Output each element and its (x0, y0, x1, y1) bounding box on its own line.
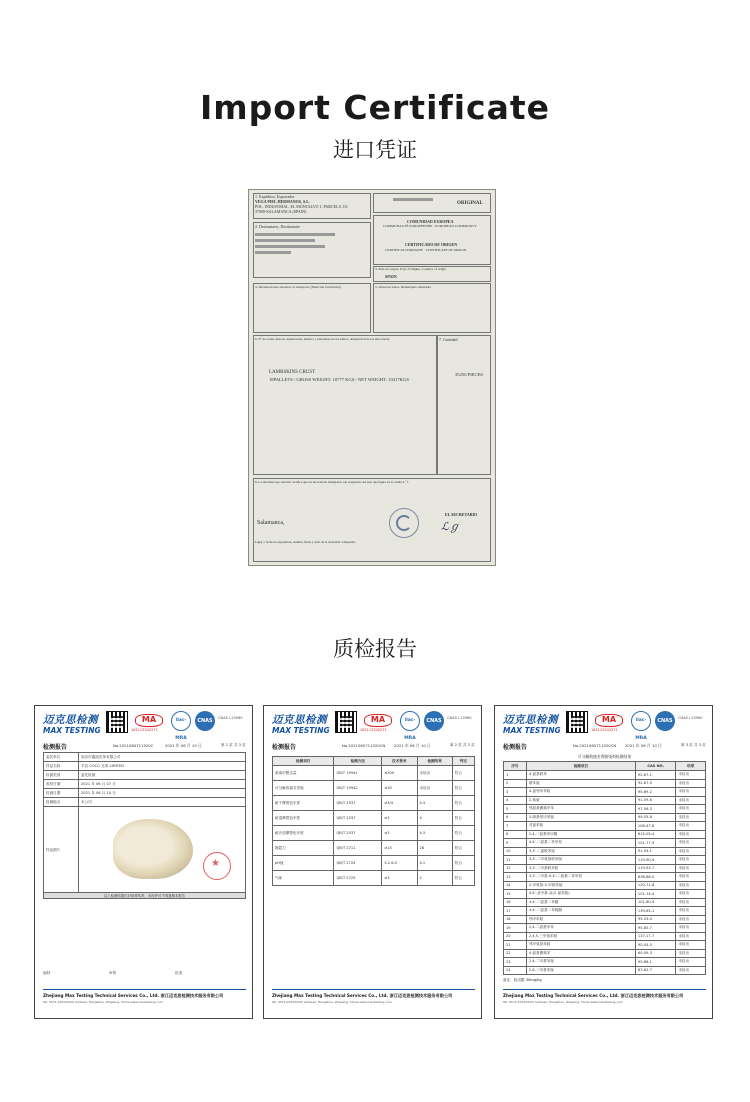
ilac-logo-icon: ilac-MRA (631, 711, 651, 731)
table-cell: 19 (504, 924, 527, 933)
table-cell: 22 (504, 949, 527, 958)
table-cell: 95-68-1 (635, 958, 675, 967)
cert-original-label: ORIGINAL (457, 201, 483, 206)
table-cell: 17 (504, 907, 527, 916)
table-cell: 137-17-7 (635, 932, 675, 941)
cert-box8-label: 8. La autoridad que suscribe certifica que las mercancías designadas son originarias del país que figura en la casilla n.º 3 (255, 480, 409, 484)
report-number: No.2021060711520CN (342, 743, 386, 748)
table-cell: 95-53-4 (635, 915, 675, 924)
table-cell: 未检出 (676, 932, 706, 941)
report-page: 第 1 页 共 3 页 (221, 743, 246, 747)
table-cell: 2-甲氧基-5-甲基苯胺 (526, 881, 635, 890)
table-row: 样品名称 羊皮 COCO 光革 LIMITED (44, 762, 246, 771)
cnas-logo-icon: CNAS (424, 711, 444, 731)
table-cell: 未检出 (676, 941, 706, 950)
cert-box2-label: 2. Destinatario, Destinataire (255, 224, 300, 229)
table-header-cell: 结果 (676, 762, 706, 771)
table-cell: QB/T 2537 (334, 796, 382, 811)
cnas-id: CNAS L13960 (218, 716, 243, 720)
table-header-cell: 判定 (452, 757, 474, 766)
table-row (504, 771, 706, 780)
sample-photo (113, 819, 193, 879)
table-row: 样品照片 (44, 807, 246, 894)
table-row (504, 966, 706, 975)
table-header-row (273, 757, 475, 766)
table-cell: 60-09-3 (635, 949, 675, 958)
ma-logo-icon: MA (595, 714, 623, 727)
table-cell: 24 (504, 966, 527, 975)
cert-goods-line2: 18PALLETS / GROSS WEIGHT: 10777 KGS / NET WEIGHT: 10417KGS (269, 377, 409, 382)
table-row (504, 898, 706, 907)
table-cell: 90-04-0 (635, 941, 675, 950)
table-cell: 未检出 (676, 864, 706, 873)
table-header-cell: 检测方法 (334, 757, 382, 766)
table-cell: 95-69-2 (635, 788, 675, 797)
table-cell: 6 (504, 813, 527, 822)
table-cell: QB/T 2724 (334, 856, 382, 871)
table-row (504, 813, 706, 822)
table-cell: 21 (504, 941, 527, 950)
table-cell: 未检出 (417, 781, 452, 796)
table-cell: 未检出 (676, 924, 706, 933)
table-cell: 未检出 (676, 907, 706, 916)
brand-name-cn: 迈克思检测 (272, 714, 327, 726)
table-cell: 符合 (452, 781, 474, 796)
cert-box4-label: 4. Informaciones relativas al transporte (Mención facultativa) (255, 285, 342, 289)
table-cell: 未检出 (676, 949, 706, 958)
section-title: 质检报告 (333, 637, 417, 661)
table-header-cell: 检测项目 (526, 762, 635, 771)
table-cell: 119-93-7 (635, 864, 675, 873)
table-row (504, 779, 706, 788)
cnas-id: CNAS L13960 (447, 716, 472, 720)
page-subtitle: 进口凭证 (333, 138, 417, 162)
table-row (504, 873, 706, 882)
report-number: No.2021060711520C (113, 743, 154, 748)
test-report-2 (263, 705, 482, 1019)
cert-signature: ℒℊ (441, 520, 460, 533)
table-row (504, 890, 706, 899)
brand-name-cn: 迈克思检测 (43, 714, 98, 726)
import-certificate (248, 189, 496, 566)
table-cell: 8 (504, 830, 527, 839)
table-cell: 3,3'-二氯联苯胺 (526, 847, 635, 856)
qr-code-icon (336, 712, 356, 732)
table-cell: 11 (504, 856, 527, 865)
table-cell: 2,4-二甲基苯胺 (526, 958, 635, 967)
table-cell: 邻甲氧基苯胺 (526, 941, 635, 950)
report-signatures (43, 971, 246, 976)
table-cell: 101-14-4 (635, 890, 675, 899)
table-cell: 9 (504, 839, 527, 848)
table-row (504, 864, 706, 873)
table-row (504, 932, 706, 941)
ma-number: 181113342271 (131, 728, 158, 732)
table-cell: 符合 (452, 811, 474, 826)
table-cell: 101-80-4 (635, 898, 675, 907)
table-cell: 16 (504, 898, 527, 907)
table-cell: ≤30 (382, 781, 417, 796)
table-cell: 23 (504, 958, 527, 967)
cert-exporter-addr2: 37008-SALAMANCA (SPAIN) (255, 209, 307, 214)
table-cell: 4.1 (417, 856, 452, 871)
table-cell: 14 (504, 881, 527, 890)
table-row (504, 805, 706, 814)
table-cell: GB/T 19942 (334, 781, 382, 796)
cert-box7-label: 7. Cantidad (439, 337, 458, 342)
table-cell: 3,3'-二甲氧基联苯胺 (526, 856, 635, 865)
qr-code-icon (107, 712, 127, 732)
report-footer: Zhejiang Max Testing Technical Services Co., Ltd. 浙江迈克思检测技术服务有限公司 Tel: 0571-XXXXXXXX Address: Hangzhou, Zhejiang, China www.maxtesting.com (503, 989, 706, 1004)
cert-goods-line1: LAMBSKINS CRUST (269, 370, 316, 375)
table-cell: 未检出 (676, 788, 706, 797)
red-seal-icon (203, 852, 231, 880)
table-cell: 未检出 (676, 813, 706, 822)
table-row (504, 881, 706, 890)
table-header-cell: 序号 (504, 762, 527, 771)
table-cell: 对氯苯胺 (526, 822, 635, 831)
table-row (504, 788, 706, 797)
ma-number: 181113342271 (591, 728, 618, 732)
cnas-logo-icon: CNAS (195, 711, 215, 731)
table-cell: 3.2-6.0 (382, 856, 417, 871)
table-header-cell: CAS NO. (635, 762, 675, 771)
test-report-1 (34, 705, 253, 1019)
table-cell: 92-87-5 (635, 779, 675, 788)
ilac-logo-icon: ilac-MRA (400, 711, 420, 731)
table-cell: 3 (504, 788, 527, 797)
table-cell: 撕裂力 (273, 841, 334, 856)
table-cell: 838-88-0 (635, 873, 675, 882)
cert-title: CERTIFICADO DE ORIGEN (405, 242, 458, 247)
table-cell: 游离甲醛含量 (273, 766, 334, 781)
table-cell: 4 (504, 796, 527, 805)
cert-place: Salamanca, (257, 520, 285, 526)
table-row (504, 907, 706, 916)
table-cell: 未检出 (676, 839, 706, 848)
table-cell: 4 (417, 811, 452, 826)
table-cell: 106-47-8 (635, 822, 675, 831)
table-cell: 符合 (452, 796, 474, 811)
table-cell: 28 (417, 841, 452, 856)
ma-number: 181113342271 (360, 728, 387, 732)
table-row (273, 841, 475, 856)
table-row (273, 796, 475, 811)
table-cell: 未检出 (676, 966, 706, 975)
table-header-row (504, 762, 706, 771)
table-cell: QB/T 2725 (334, 871, 382, 886)
table-cell: 4,4'-二氨基二苯甲烷 (526, 839, 635, 848)
report-date: 2021 年 06 月 10 日 (165, 743, 202, 748)
table-row (504, 856, 706, 865)
table-cell: 87-62-7 (635, 966, 675, 975)
table-row: 委托单位 临沂市鑫凯皮革有限公司 (44, 753, 246, 762)
cert-title-sub: CERTIFICAT D'ORIGINE · CERTIFICATE OF ORIGIN (385, 248, 467, 252)
table-row (273, 766, 475, 781)
cert-box6-label: 6. Nº de orden, marcas, numeración, número y naturaleza de los bultos, designación de las mercancías (255, 337, 390, 341)
table-cell: 耐湿摩擦色牢度 (273, 811, 334, 826)
table-cell: ≥3/4 (382, 796, 417, 811)
table-row (273, 871, 475, 886)
brand-name-en: MAX TESTING (43, 726, 101, 735)
table-cell: 3,3'-二甲基-4,4'-二氨基二苯甲烷 (526, 873, 635, 882)
table-cell: 2,6-二甲基苯胺 (526, 966, 635, 975)
table-row (273, 781, 475, 796)
test-report-3 (494, 705, 713, 1019)
table-cell: 未检出 (676, 796, 706, 805)
cert-box3-label: 3. País de origen, Pays d'origine, Country of origin (375, 267, 447, 271)
report-amine-table (503, 761, 706, 975)
table-cell: QB/T 2711 (334, 841, 382, 856)
table-row (504, 941, 706, 950)
table-row (504, 830, 706, 839)
table-cell: 未检出 (676, 881, 706, 890)
table-cell: 101-77-9 (635, 839, 675, 848)
table-header-cell: 检测项目 (273, 757, 334, 766)
table-cell: pH值 (273, 856, 334, 871)
table-cell: ≥3 (382, 826, 417, 841)
table-cell: 未检出 (676, 805, 706, 814)
table-cell: 2 (417, 871, 452, 886)
table-row (504, 796, 706, 805)
table-cell: 邻甲苯胺 (526, 915, 635, 924)
table-cell: 4-5 (417, 796, 452, 811)
table-cell: 未检出 (676, 898, 706, 907)
table-cell: 1 (504, 771, 527, 780)
report-results-table (272, 756, 475, 886)
report-title: 检测报告 (503, 744, 528, 751)
sig-approve: 批准 (175, 971, 183, 975)
table-cell: 4,4'-亚甲基-双(2-氯苯胺) (526, 890, 635, 899)
cert-community: COMUNIDAD EUROPEA (407, 219, 454, 224)
report-date: 2021 年 06 月 10 日 (625, 743, 662, 748)
table-cell: ≤300 (382, 766, 417, 781)
table-header-cell: 技术要求 (382, 757, 417, 766)
table-cell: 5 (504, 805, 527, 814)
cnas-id: CNAS L13960 (678, 716, 703, 720)
table-cell: 4-氨基偶氮苯 (526, 949, 635, 958)
table-row: 检测日期 2021 年 06 月 10 日 (44, 789, 246, 798)
table-cell: 未检出 (676, 830, 706, 839)
table-cell: 3,3'-二甲基联苯胺 (526, 864, 635, 873)
table-row (504, 839, 706, 848)
report-title: 检测报告 (43, 744, 68, 751)
cert-box1-label: 1. Expéditor, Exportador (255, 194, 295, 199)
table-cell: 未检出 (676, 873, 706, 882)
report-note: 以上检测结果仅对来样负责，未经许可不得复制本报告 (43, 892, 246, 899)
table-cell: QB/T 2537 (334, 826, 382, 841)
table-cell: 91-94-1 (635, 847, 675, 856)
brand-name-cn: 迈克思检测 (503, 714, 558, 726)
table-cell: 耐汗渍摩擦色牢度 (273, 826, 334, 841)
table-cell: 4,4'-二氨基二苯硫醚 (526, 907, 635, 916)
qr-code-icon (567, 712, 587, 732)
sig-compile: 编制 (43, 971, 51, 975)
report-page: 第 3 页 共 3 页 (681, 743, 706, 747)
table-cell: 2,4,5-三甲基苯胺 (526, 932, 635, 941)
page-title: Import Certificate (199, 88, 551, 127)
table-cell: 615-05-4 (635, 830, 675, 839)
table-cell: 119-90-4 (635, 856, 675, 865)
table-cell: 97-56-3 (635, 805, 675, 814)
table-cell: 4,4'-二氨基二苯醚 (526, 898, 635, 907)
table-cell: 95-80-7 (635, 924, 675, 933)
table-cell: 7 (504, 822, 527, 831)
table-row (273, 856, 475, 871)
cert-country: SPAIN (385, 274, 397, 279)
sig-review: 审核 (109, 971, 117, 975)
table-cell: 2 (504, 779, 527, 788)
report-date: 2021 年 06 月 10 日 (394, 743, 431, 748)
table-row: 检测地点 本公司 (44, 798, 246, 807)
table-row (504, 847, 706, 856)
table-cell: 4-氨基联苯 (526, 771, 635, 780)
table-row (504, 949, 706, 958)
table-cell: 未检出 (676, 890, 706, 899)
cert-exporter-name: VEGA PIEL HERMANOS, S.L. (255, 199, 310, 204)
table-row (504, 822, 706, 831)
table-cell: 18 (504, 915, 527, 924)
cnas-logo-icon: CNAS (655, 711, 675, 731)
table-cell: 2,4-二氨基苯甲醚 (526, 830, 635, 839)
table-cell: QB/T 2537 (334, 811, 382, 826)
table-cell: 符合 (452, 871, 474, 886)
table-cell: 符合 (452, 856, 474, 871)
table-cell: 4-5 (417, 826, 452, 841)
table-cell: 5-硝基邻甲苯胺 (526, 813, 635, 822)
table-cell: 耐干摩擦色牢度 (273, 796, 334, 811)
cert-quantity: 35250 PIECES (455, 372, 483, 377)
table-cell: 92-67-1 (635, 771, 675, 780)
table-cell: 未检出 (676, 958, 706, 967)
cert-exporter-addr1: POL. INDUSTRIAL. EL MONTALVO 1, PARCELA 111 (255, 204, 348, 209)
table-header-cell: 检测结果 (417, 757, 452, 766)
table-cell: 未检出 (676, 856, 706, 865)
table-cell: 未检出 (676, 771, 706, 780)
table-cell: 2,4-二氨基甲苯 (526, 924, 635, 933)
table-cell: 未检出 (676, 847, 706, 856)
table-cell: 13 (504, 873, 527, 882)
table-cell: 99-55-8 (635, 813, 675, 822)
table-cell: ≥15 (382, 841, 417, 856)
table-cell: 可分解致癌芳香胺 (273, 781, 334, 796)
table-cell: 联苯胺 (526, 779, 635, 788)
report-page: 第 2 页 共 3 页 (450, 743, 475, 747)
ilac-logo-icon: ilac-MRA (171, 711, 191, 731)
table-row: 检测类别 委托检测 (44, 771, 246, 780)
report-footer: Zhejiang Max Testing Technical Services Co., Ltd. 浙江迈克思检测技术服务有限公司 Tel: 0571-XXXXXXXX Address: Hangzhou, Zhejiang, China www.maxtesting.com (43, 989, 246, 1004)
cert-box9-label: Lugar y fecha de expedición, nombre, firma y sello de la autoridad competente (255, 540, 356, 544)
table-cell: 2-萘胺 (526, 796, 635, 805)
table-cell: 20 (504, 932, 527, 941)
table-cell: GB/T 19941 (334, 766, 382, 781)
cert-sign-name: EL SECRETARIO (445, 512, 478, 517)
table-cell: ≥3 (382, 811, 417, 826)
table-cell: 邻氨基偶氮甲苯 (526, 805, 635, 814)
report-number: No.2021060711520CN (573, 743, 617, 748)
report-note: 备注：检出限 30mg/kg (503, 978, 542, 982)
table-cell: 4-氯邻甲苯胺 (526, 788, 635, 797)
table-row (273, 826, 475, 841)
table-cell: 10 (504, 847, 527, 856)
table-cell: 气味 (273, 871, 334, 886)
ma-logo-icon: MA (135, 714, 163, 727)
cert-box5-label: 5. Observaciones, Remarques, Remarks (375, 285, 431, 289)
table-row: 收样日期 2021 年 06 月 07 日 (44, 780, 246, 789)
table-cell: 未检出 (676, 779, 706, 788)
table-cell: 15 (504, 890, 527, 899)
table-cell: 符合 (452, 841, 474, 856)
cert-seal-stamp (389, 508, 419, 538)
table-cell: 139-65-1 (635, 907, 675, 916)
table-cell: 120-71-8 (635, 881, 675, 890)
table-cell: 未检出 (676, 822, 706, 831)
table-cell: 未检出 (676, 915, 706, 924)
ma-logo-icon: MA (364, 714, 392, 727)
cert-community-sub: COMMUNAUTÉ EUROPÉENNE · EUROPEAN COMMUNITY (383, 224, 477, 228)
brand-name-en: MAX TESTING (503, 726, 561, 735)
report-title: 检测报告 (272, 744, 297, 751)
table-row (504, 958, 706, 967)
brand-name-en: MAX TESTING (272, 726, 330, 735)
report-table-title: 可分解致癌芳香胺染料检测结果 (577, 754, 632, 759)
table-cell: 符合 (452, 826, 474, 841)
table-cell: 未检出 (417, 766, 452, 781)
report-footer: Zhejiang Max Testing Technical Services Co., Ltd. 浙江迈克思检测技术服务有限公司 Tel: 0571-XXXXXXXX Address: Hangzhou, Zhejiang, China www.maxtesting.com (272, 989, 475, 1004)
table-cell: 91-59-8 (635, 796, 675, 805)
table-cell: ≤3 (382, 871, 417, 886)
table-cell: 符合 (452, 766, 474, 781)
table-cell: 12 (504, 864, 527, 873)
table-row (504, 924, 706, 933)
table-row (273, 811, 475, 826)
table-row (504, 915, 706, 924)
